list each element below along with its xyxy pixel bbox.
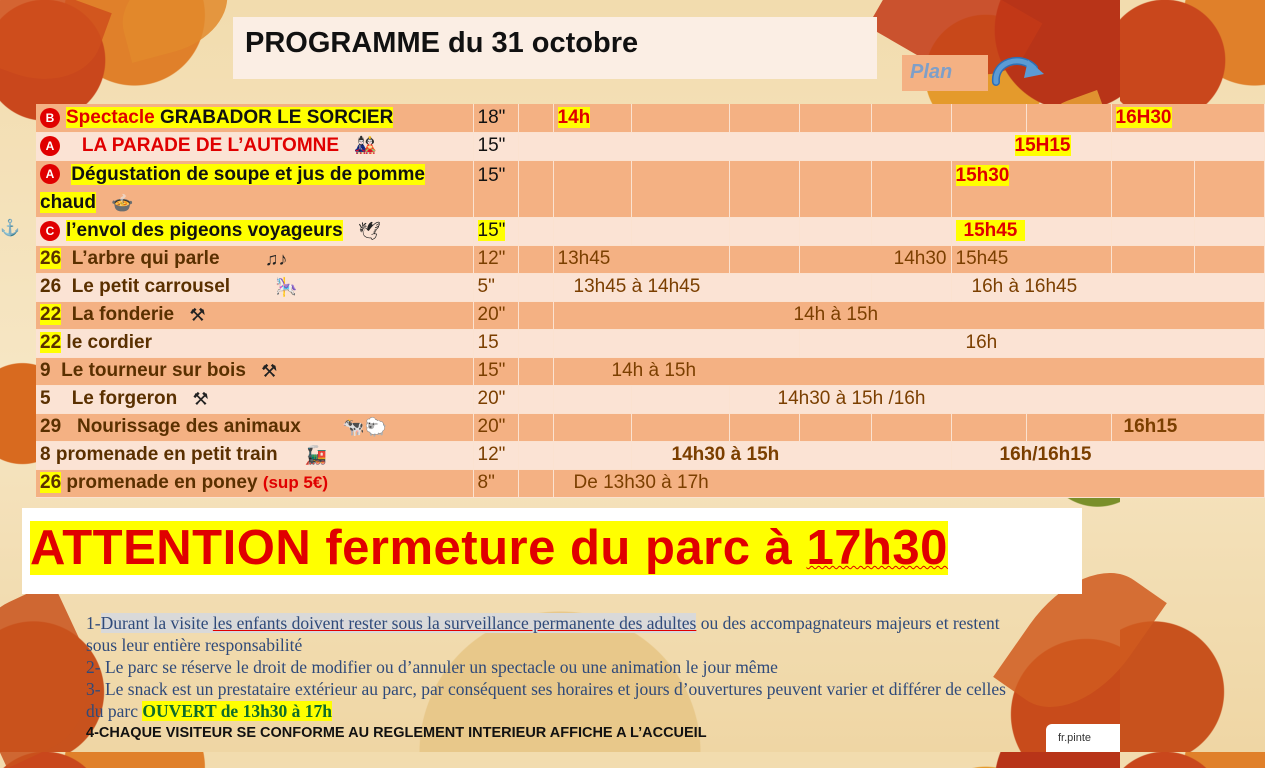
location-number: 26 — [40, 472, 62, 494]
program-title — [233, 17, 877, 79]
location-number: 26 — [40, 248, 62, 270]
time-cell: 15h45 — [951, 217, 1111, 245]
carousel-icon: 🎠 — [275, 276, 298, 297]
activity-label: Le tourneur sur bois — [61, 360, 246, 382]
table-row — [36, 469, 1264, 497]
duration-cell: 15 — [473, 329, 518, 357]
duration-cell: 20" — [473, 413, 518, 441]
anchor-icon: ⚓ — [0, 220, 20, 237]
activity-label: Le forgeron — [71, 388, 178, 410]
table-row — [36, 245, 1264, 273]
duration-cell: 15" — [473, 357, 518, 385]
time-cell: 15h45 — [951, 245, 1111, 273]
activity-label: promenade en petit train — [55, 444, 278, 466]
table-row — [36, 301, 1264, 329]
activity-cell — [36, 413, 473, 441]
table-row — [36, 132, 1264, 160]
location-number: 5 — [40, 388, 51, 410]
activity-cell — [36, 104, 473, 132]
activity-cell — [36, 301, 473, 329]
autumn-leaf-decoration — [0, 0, 112, 98]
snack-hours: OUVERT de 13h30 à 17h — [142, 701, 333, 721]
duration-cell: 20" — [473, 385, 518, 413]
table-row — [36, 441, 1264, 469]
location-number: 9 — [40, 360, 51, 382]
page-title: PROGRAMME du 31 octobre — [245, 27, 639, 59]
note-1: 1-Durant la visite les enfants doivent rester sous la surveillance permanente des adultes ou des accompagnateurs majeurs et restent sous leur entière responsabilité — [86, 613, 1000, 655]
table-row — [36, 357, 1264, 385]
activity-cell — [36, 329, 473, 357]
curved-arrow-icon[interactable] — [990, 52, 1046, 92]
pinterest-label: fr.pinte — [1058, 732, 1092, 744]
table-row — [36, 329, 1264, 357]
note-4: 4-CHAQUE VISITEUR SE CONFORME AU REGLEMENT INTERIEUR AFFICHE A L’ACCUEIL — [86, 725, 707, 741]
table-row — [36, 217, 1264, 245]
activity-label: promenade en poney — [66, 472, 258, 494]
duration-cell: 12" — [473, 441, 518, 469]
location-number: 29 — [40, 416, 62, 438]
activity-label: Dégustation de soupe et jus de pomme chaud — [40, 163, 425, 213]
time-cell: 16h à 16h45 — [951, 273, 1264, 301]
activity-prefix: Spectacle — [66, 106, 155, 128]
activity-cell — [36, 217, 473, 245]
zone-badge: C — [40, 221, 60, 241]
duration-cell: 12" — [473, 245, 518, 273]
time-cell: 14h à 15h — [553, 357, 1264, 385]
worker-icon: ⚒ — [189, 304, 206, 325]
table-row — [36, 413, 1264, 441]
time-cell: 14h à 15h — [553, 301, 1264, 329]
activity-cell — [36, 441, 473, 469]
table-row — [36, 273, 1264, 301]
time-cell: 14h — [553, 104, 631, 132]
time-cell: 14h30 à 15h — [631, 441, 951, 469]
table-row — [36, 104, 1264, 132]
zone-badge: A — [40, 136, 60, 156]
duration-cell: 15" — [473, 132, 518, 160]
closing-notice — [22, 508, 1082, 594]
activity-cell — [36, 385, 473, 413]
rules-notes — [86, 612, 1016, 744]
zone-badge: B — [40, 108, 60, 128]
pigeon-icon: 🕊 — [357, 220, 381, 241]
duration-cell: 8" — [473, 469, 518, 497]
duration-cell: 18" — [473, 104, 518, 132]
activity-cell — [36, 132, 473, 160]
time-cell: 13h45 à 14h45 — [553, 273, 871, 301]
time-cell: 15H15 — [518, 132, 1111, 160]
activity-cell — [36, 245, 473, 273]
note-2: 2- Le parc se réserve le droit de modifier ou d’annuler un spectacle ou une animation le jour même — [86, 657, 778, 677]
extra-price: (sup 5€) — [262, 473, 328, 493]
location-number: 8 — [40, 444, 51, 466]
activity-label: LA PARADE DE L’AUTOMNE — [81, 135, 340, 156]
closing-text: ATTENTION fermeture du parc à 17h30 — [30, 521, 948, 575]
worker-icon: ⚒ — [261, 360, 278, 381]
duration-cell: 20" — [473, 301, 518, 329]
time-cell: 16h — [799, 329, 1264, 357]
music-icon: ♫♪ — [264, 248, 288, 269]
activity-label: le cordier — [66, 332, 152, 354]
train-icon: 🚂 — [304, 444, 328, 465]
pinterest-badge[interactable] — [1046, 724, 1120, 752]
parade-icon: 🎎 — [354, 135, 377, 156]
time-cell: 16h/16h15 — [951, 441, 1264, 469]
plan-link[interactable] — [902, 55, 988, 91]
worker-icon: ⚒ — [192, 388, 209, 409]
table-row — [36, 160, 1264, 217]
time-cell: 16H30 — [1111, 104, 1264, 132]
table-row — [36, 385, 1264, 413]
activity-cell — [36, 357, 473, 385]
time-cell: 14h30 à 15h /16h — [729, 385, 1264, 413]
location-number: 22 — [40, 332, 62, 354]
time-cell: 13h45 — [553, 245, 729, 273]
zone-badge: A — [40, 164, 60, 184]
activity-label: Le petit carrousel — [71, 276, 231, 298]
location-number: 26 — [40, 276, 62, 298]
soup-icon: 🍲 — [111, 192, 134, 213]
autumn-leaf-decoration — [112, 0, 239, 63]
activity-label: L’arbre qui parle — [71, 248, 220, 270]
activity-label: GRABADOR LE SORCIER — [160, 106, 394, 128]
time-cell: De 13h30 à 17h — [553, 469, 1264, 497]
activity-cell — [36, 160, 473, 217]
activity-cell — [36, 273, 473, 301]
activity-label: l’envol des pigeons voyageurs — [66, 220, 343, 242]
activity-cell — [36, 469, 473, 497]
time-cell: 14h30 — [799, 245, 951, 273]
duration-cell: 15" — [473, 217, 518, 245]
activity-label: La fonderie — [71, 304, 175, 326]
closing-time: 17h30 — [806, 521, 948, 575]
time-cell: 16h15 — [1111, 413, 1264, 441]
activity-label: Nourissage des animaux — [76, 416, 301, 438]
location-number: 22 — [40, 304, 62, 326]
schedule-table — [36, 104, 1265, 498]
note-3: 3- Le snack est un prestataire extérieur au parc, par conséquent ses horaires et jours d’ouvertures peuvent varier et différer de celles du parc OUVERT de 13h30 à 17h — [86, 679, 1006, 721]
duration-cell: 15" — [473, 160, 518, 217]
time-cell: 15h30 — [951, 160, 1111, 217]
duration-cell: 5" — [473, 273, 518, 301]
animals-icon: 🐄🐑 — [342, 416, 387, 437]
plan-label: Plan — [910, 61, 953, 83]
